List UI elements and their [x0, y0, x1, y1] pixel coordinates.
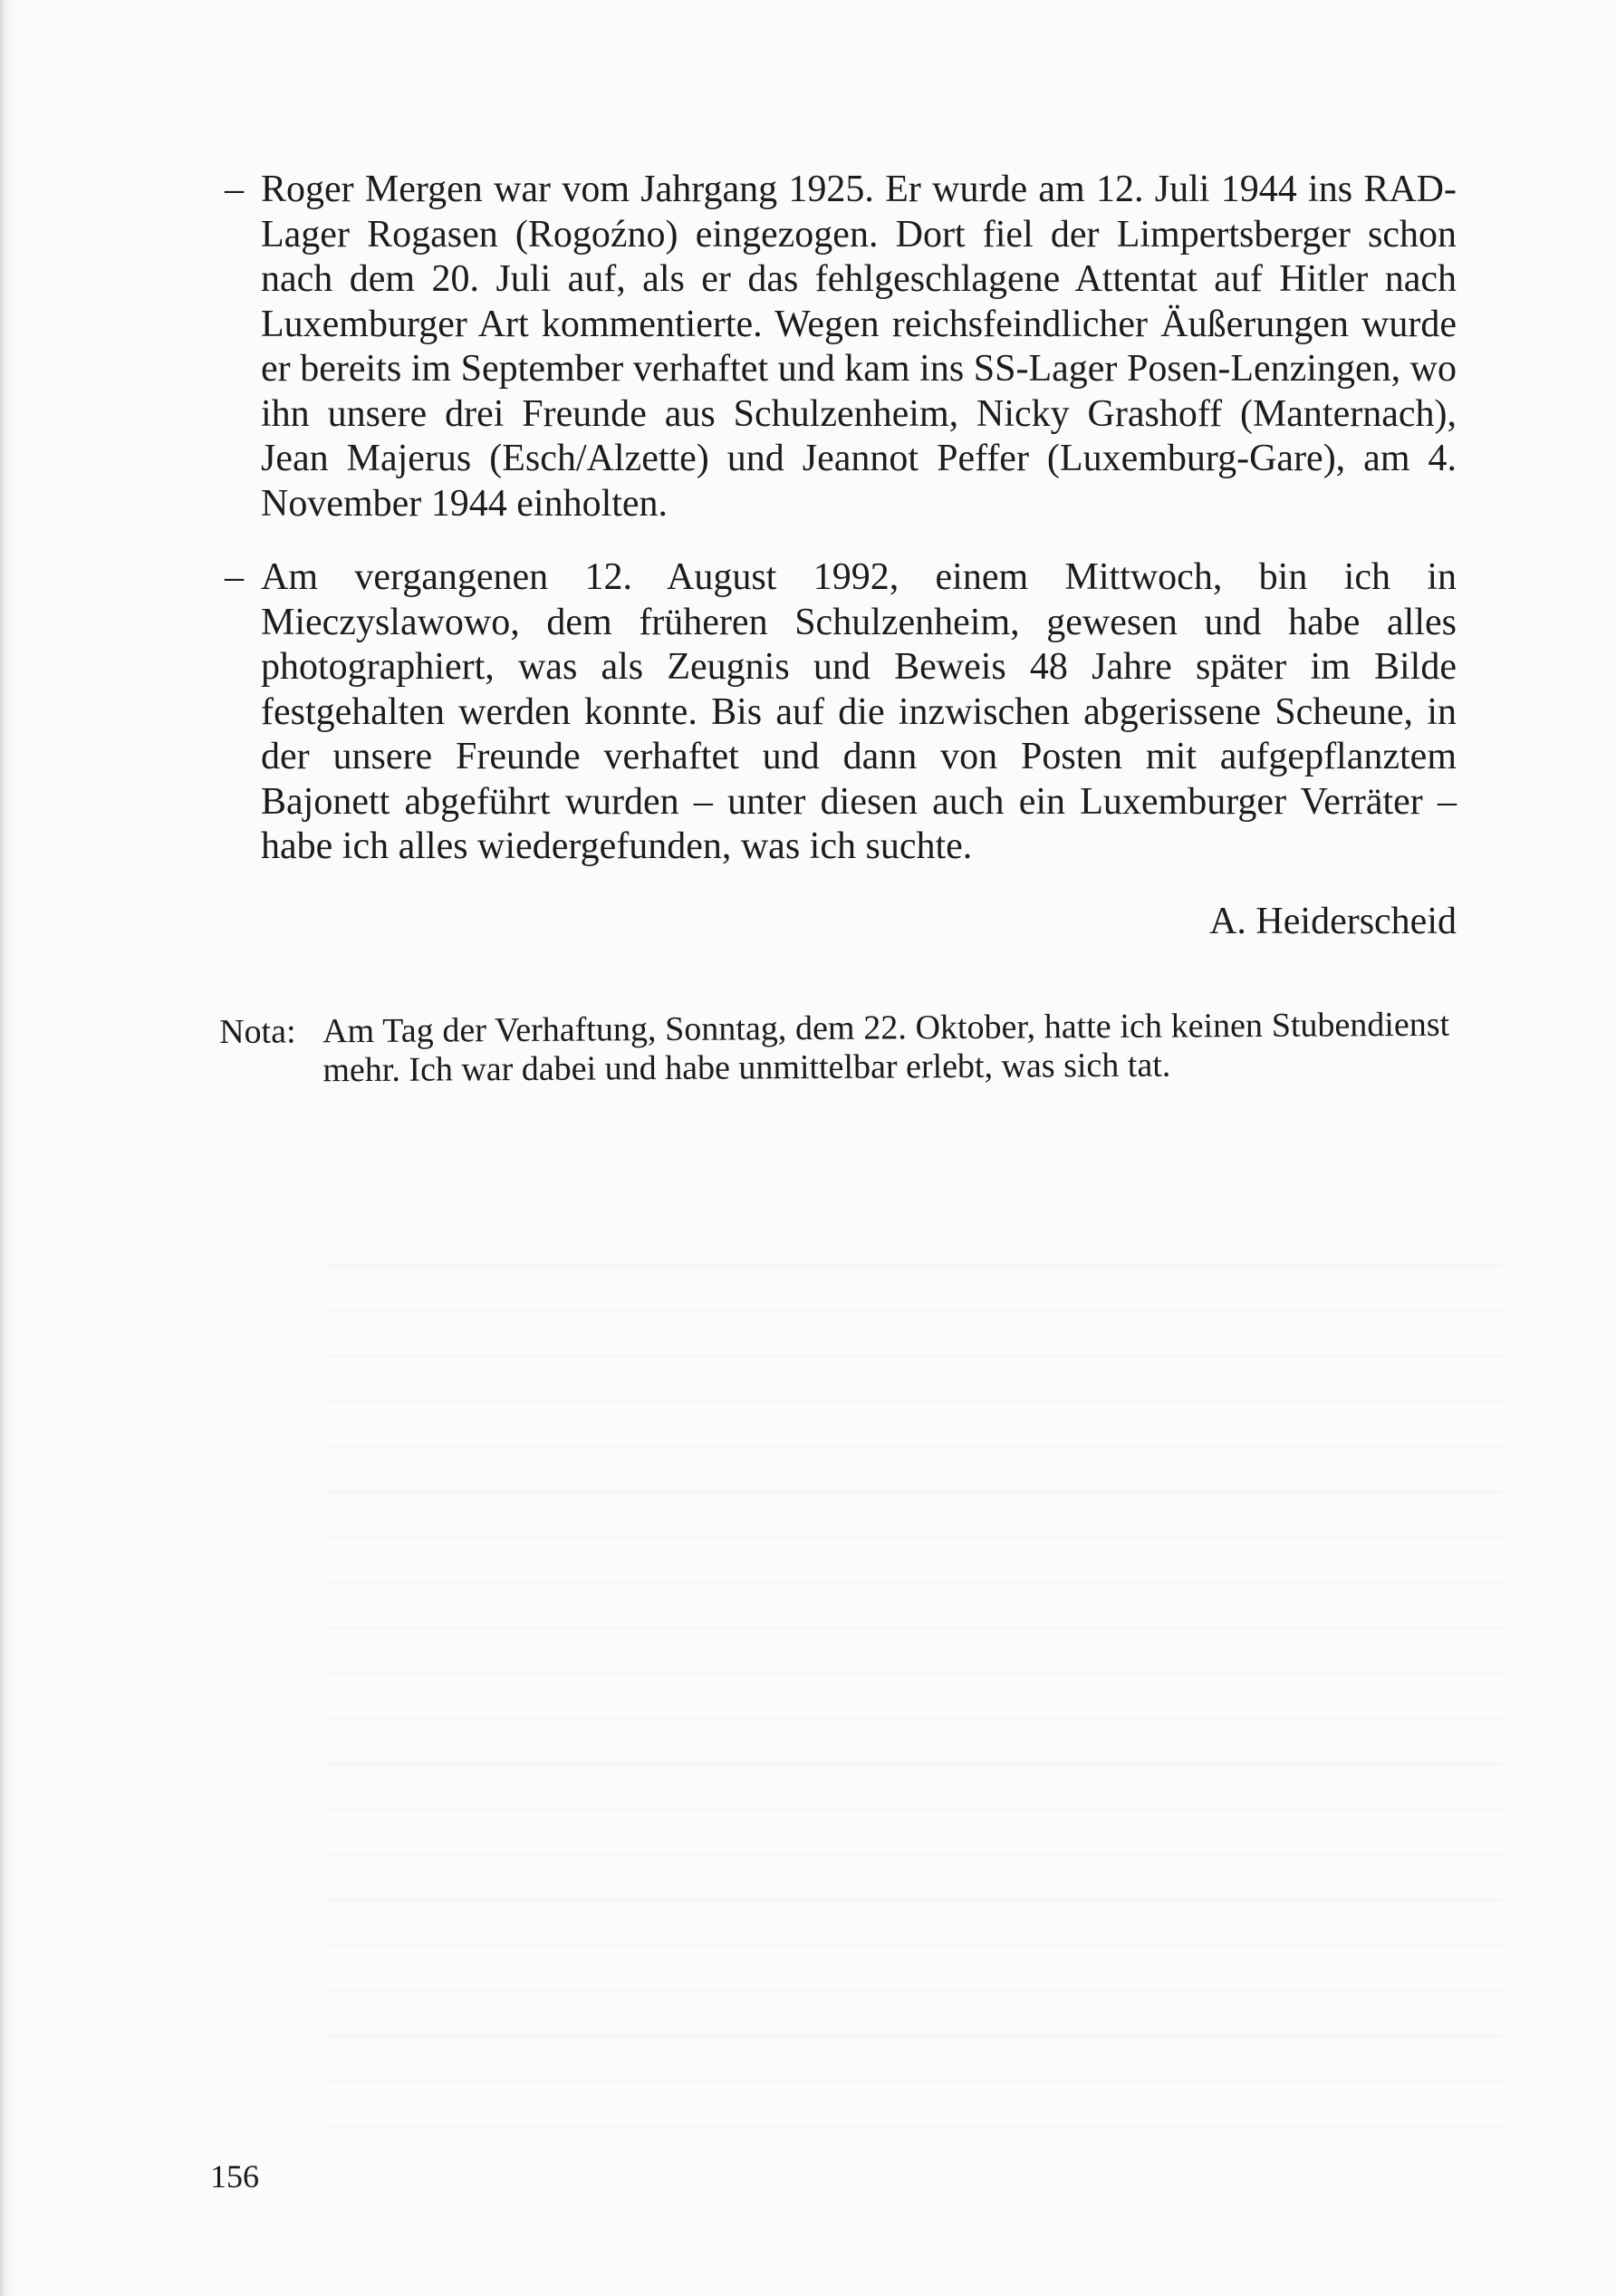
footnote: [219, 1005, 1457, 1090]
paragraph-visit-1992: [225, 555, 1457, 870]
author-signature: A. Heiderscheid: [1209, 900, 1457, 942]
paragraph-text: Am vergangenen 12. August 1992, einem Mittwoch, bin ich in Mieczyslawowo, dem früheren Schulzenheim, gewesen und habe alles photographiert, was als Zeugnis und Beweis 48 Jahre später im Bilde festgehalten werden konnte. Bis auf die inzwischen abgerissene Scheune, in der unsere Freunde verhaftet und dann von Posten mit aufgepflanztem Bajonett abgeführt wurden – unter diesen auch ein Luxemburger Verräter – habe ich alles wiedergefunden, was ich suchte.: [261, 556, 1457, 867]
dash-marker: –: [225, 556, 244, 598]
paragraph-text: Roger Mergen war vom Jahrgang 1925. Er wurde am 12. Juli 1944 ins RAD-Lager Rogasen (Rogoźno) eingezogen. Dort fiel der Limpertsberger schon nach dem 20. Juli auf, als er das fehlgeschlagene Attentat auf Hitler nach Luxemburger Art kommentierte. Wegen reichsfeindlicher Äußerungen wurde er bereits im September verhaftet und kam ins SS-Lager Posen-Lenzingen, wo ihn unsere drei Freunde aus Schulzenheim, Nicky Grashoff (Manternach), Jean Majerus (Esch/Alzette) und Jeannot Peffer (Luxemburg-Gare), am 4. November 1944 einholten.: [261, 169, 1457, 525]
dash-marker: –: [225, 169, 244, 210]
bleed-through-texture: [326, 1232, 1504, 2147]
page-number: 156: [210, 2158, 259, 2195]
paragraph-roger-mergen: [225, 168, 1457, 526]
note-label: Nota:: [219, 1011, 296, 1051]
note-text: Am Tag der Verhaftung, Sonntag, dem 22. Oktober, hatte ich keinen Stubendienst mehr. Ich war dabei und habe unmittelbar erlebt, was sich tat.: [322, 1005, 1450, 1089]
document-body: [219, 168, 1457, 1091]
